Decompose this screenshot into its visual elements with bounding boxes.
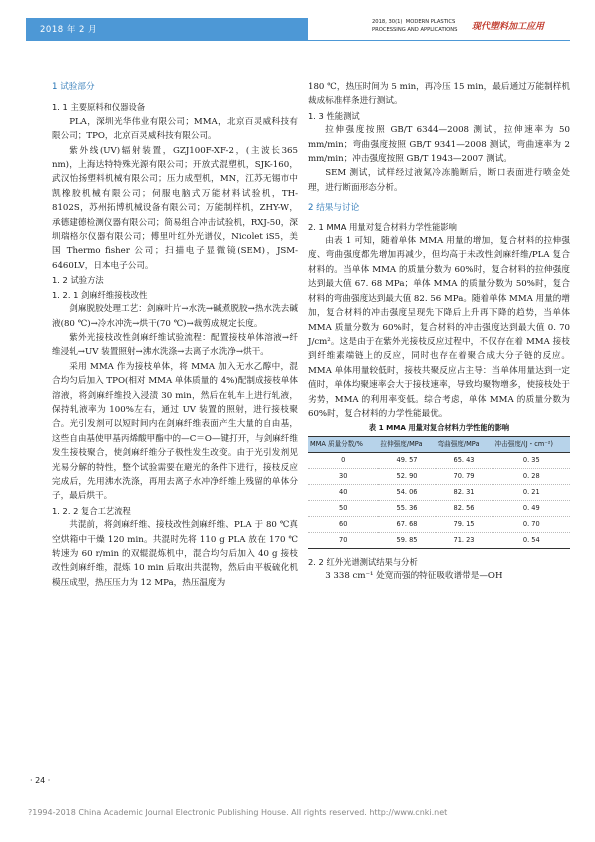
table-header: MMA 质量分数/%	[308, 436, 378, 452]
paragraph: 共混前，将剑麻纤维、接枝改性剑麻纤维、PLA 于 80 ℃真空烘箱中干燥 120 min。共混时先将 110 g PLA 放在 170 ℃转速为 60 r/min 的双辊混炼机中，混合均匀后加入 40 g 接枝改性剑麻纤维，混炼 10 min 后取出共混物，然后由平板硫化机模压成型，热压压力为 12 MPa，热压温度为	[52, 520, 298, 588]
table-cell: 0. 35	[493, 452, 570, 468]
subsection-heading: 2. 2 红外光谱测试结果与分析	[308, 556, 418, 567]
table-header: 冲击强度/(J・cm⁻²)	[493, 436, 570, 452]
right-column	[308, 80, 570, 584]
table-row	[308, 468, 570, 484]
table-header-row	[308, 436, 570, 452]
table-cell: 0. 54	[493, 532, 570, 548]
table-cell: 82. 31	[436, 484, 493, 500]
table-cell: 70. 79	[436, 468, 493, 484]
table-row	[308, 516, 570, 532]
subsubsection-heading: 1. 2. 1 剑麻纤维接枝改性	[52, 289, 148, 300]
subsubsection-heading: 1. 2. 2 复合工艺流程	[52, 505, 131, 516]
table-row	[308, 484, 570, 500]
subsection-heading: 1. 1 主要原料和仪器设备	[52, 102, 146, 113]
subsection-heading: 1. 3 性能测试	[308, 110, 360, 121]
table-cell: 0. 28	[493, 468, 570, 484]
table-cell: 30	[308, 468, 378, 484]
table-cell: 0. 70	[493, 516, 570, 532]
section-heading: 2 结果与讨论	[308, 203, 360, 214]
paragraph: PLA，深圳光华伟业有限公司；MMA，北京百灵威科技有限公司；TPO，北京百灵威科技有限公司。	[52, 116, 298, 142]
paragraph: 180 ℃，热压时间为 5 min，再冷压 15 min，最后通过万能制样机裁成标准样条进行测试。	[308, 82, 570, 107]
table-cell: 79. 15	[436, 516, 493, 532]
paragraph: 由表 1 可知，随着单体 MMA 用量的增加，复合材料的拉伸强度、弯曲强度都先增加再减少，但均高于未改性剑麻纤维/PLA 复合材料的。当单体 MMA 的质量分数为 60%时，复合材料的拉伸强度达到最大值 67. 68 MPa；单体 MMA 的质量分数为 50%时，复合材料的弯曲强度达到最大值 82. 56 MPa。随着单体 MMA 用量的增加，复合材料的冲击强度呈现先下降后上升再下降的趋势，当单体 MMA 质量分数为 60%时，复合材料的冲击强度达到最大值 0. 70 J/cm²。这是由于在紫外光接枝反应过程中，不仅存在着 MMA 接枝到纤维素端链上的反应，同时也存在着聚合成大分子链的反应。MMA 单体用量较低时，接枝共聚反应占主导：当单体用量达到一定值时，单体均聚速率会大于接枝速率，导致均聚物增多，使接枝处于劣势，MMA 的利用率变低。综合考虑，单体 MMA 的质量分数为 60%时，复合材料的力学性能最优。	[308, 236, 570, 419]
table-cell: 0	[308, 452, 378, 468]
table-cell: 67. 68	[378, 516, 435, 532]
paragraph: 紫外光接枝改性剑麻纤维试验流程：配置接枝单体溶液→纤维浸轧→UV 装置照射→沸水洗涤→去离子水洗净→烘干。	[52, 332, 298, 358]
header-journal-info	[372, 18, 457, 34]
table-row	[308, 532, 570, 548]
table-cell: 0. 49	[493, 500, 570, 516]
copyright-footer: ?1994-2018 China Academic Journal Electronic Publishing House. All rights reserved. http://www.cnki.net	[28, 808, 448, 817]
paragraph: 3 338 cm⁻¹ 处宽而强的特征吸收谱带是—OH	[325, 571, 503, 582]
table-header: 拉伸强度/MPa	[378, 436, 435, 452]
data-table	[308, 436, 570, 549]
table-cell: 70	[308, 532, 378, 548]
paragraph: 紫外线(UV)辐射装置，GZJ100F-XF-2，(主波长365 nm)，上海达特特殊光源有限公司；开放式混塑机，SJK-160，武汉怡扬塑料机械有限公司；压力成型机，MN，江苏无锡市中凯橡胶机械有限公司；伺服电脑式万能材料试验机，TH-8102S，苏州拓博机械设备有限公司；万能制样机，ZHY-W，承德建德检测仪器有限公司；简易组合冲击试验机，RXJ-50，深圳瑞格尔仪器有限公司；傅里叶红外光谱仪，Nicolet iS5，美国 Thermo fisher 公司；扫描电子显微镜(SEM)，JSM-6460LV，日本电子公司。	[52, 145, 298, 271]
table-cell: 49. 57	[378, 452, 435, 468]
table-cell: 55. 36	[378, 500, 435, 516]
table-cell: 40	[308, 484, 378, 500]
table-cell: 54. 06	[378, 484, 435, 500]
journal-logo: 现代塑料加工应用	[472, 22, 545, 32]
header-journal-en-2: PROCESSING AND APPLICATIONS	[372, 27, 458, 33]
table-header: 弯曲强度/MPa	[436, 436, 493, 452]
subsection-heading: 1. 2 试验方法	[52, 275, 104, 286]
section-heading: 1 试验部分	[52, 82, 95, 92]
table-cell: 82. 56	[436, 500, 493, 516]
header-journal-en-1: MODERN PLASTICS	[405, 19, 456, 25]
paragraph: SEM 测试，试样经过液氮冷冻脆断后，断口表面进行喷金处理，进行断面形态分析。	[308, 168, 570, 193]
table-cell: 60	[308, 516, 378, 532]
subsection-heading: 2. 1 MMA 用量对复合材料力学性能影响	[308, 221, 457, 232]
header-date: 2018 年 2 月	[40, 25, 98, 35]
table-caption: 表 1 MMA 用量对复合材料力学性能的影响	[368, 423, 510, 433]
page-number: · 24 ·	[30, 776, 51, 785]
table-cell: 65. 43	[436, 452, 493, 468]
table-cell: 59. 85	[378, 532, 435, 548]
table-row	[308, 452, 570, 468]
table-row	[308, 500, 570, 516]
table-cell: 0. 21	[493, 484, 570, 500]
table-cell: 71. 23	[436, 532, 493, 548]
paragraph: 剑麻脱胶处理工艺：剑麻叶片→水洗→碱煮脱胶→热水洗去碱液(80 ℃)→冷水冲洗→烘干(70 ℃)→裁剪成规定长度。	[52, 304, 298, 329]
header-volume: 2018, 30(1)	[372, 19, 403, 25]
paragraph: 采用 MMA 作为接枝单体，将 MMA 加入无水乙醇中，混合均匀后加入 TPO(相对 MMA 单体质量的 4%)配制成接枝单体溶液，将剑麻纤维投入浸渍 30 min，然后在轧车上进行轧液，保持轧液率为 100%左右，通过 UV 装置的照射，进行接枝聚合。光引发剂可以短时间内在剑麻纤维表面产生大量的自由基，这些自由基使甲基丙烯酸甲酯中的—C＝O—键打开，与剑麻纤维发生接枝聚合，使剑麻纤维分子极性发生改变。由于光引发剂见光易分解的特性，整个试验需要在避光的条件下进行，接枝反应完成后，先用沸水洗涤，再用去离子水冲净纤维上残留的单体分子，最后烘干。	[52, 361, 298, 502]
table-cell: 50	[308, 500, 378, 516]
header-rule	[26, 40, 570, 41]
paragraph: 拉伸强度按照 GB/T 6344—2008 测试，拉伸速率为 50 mm/min；弯曲强度按照 GB/T 9341—2008 测试，弯曲速率为 2 mm/min；冲击强度按照 GB/T 1943—2007 测试。	[308, 125, 570, 165]
left-column	[52, 80, 298, 590]
table-cell: 52. 90	[378, 468, 435, 484]
